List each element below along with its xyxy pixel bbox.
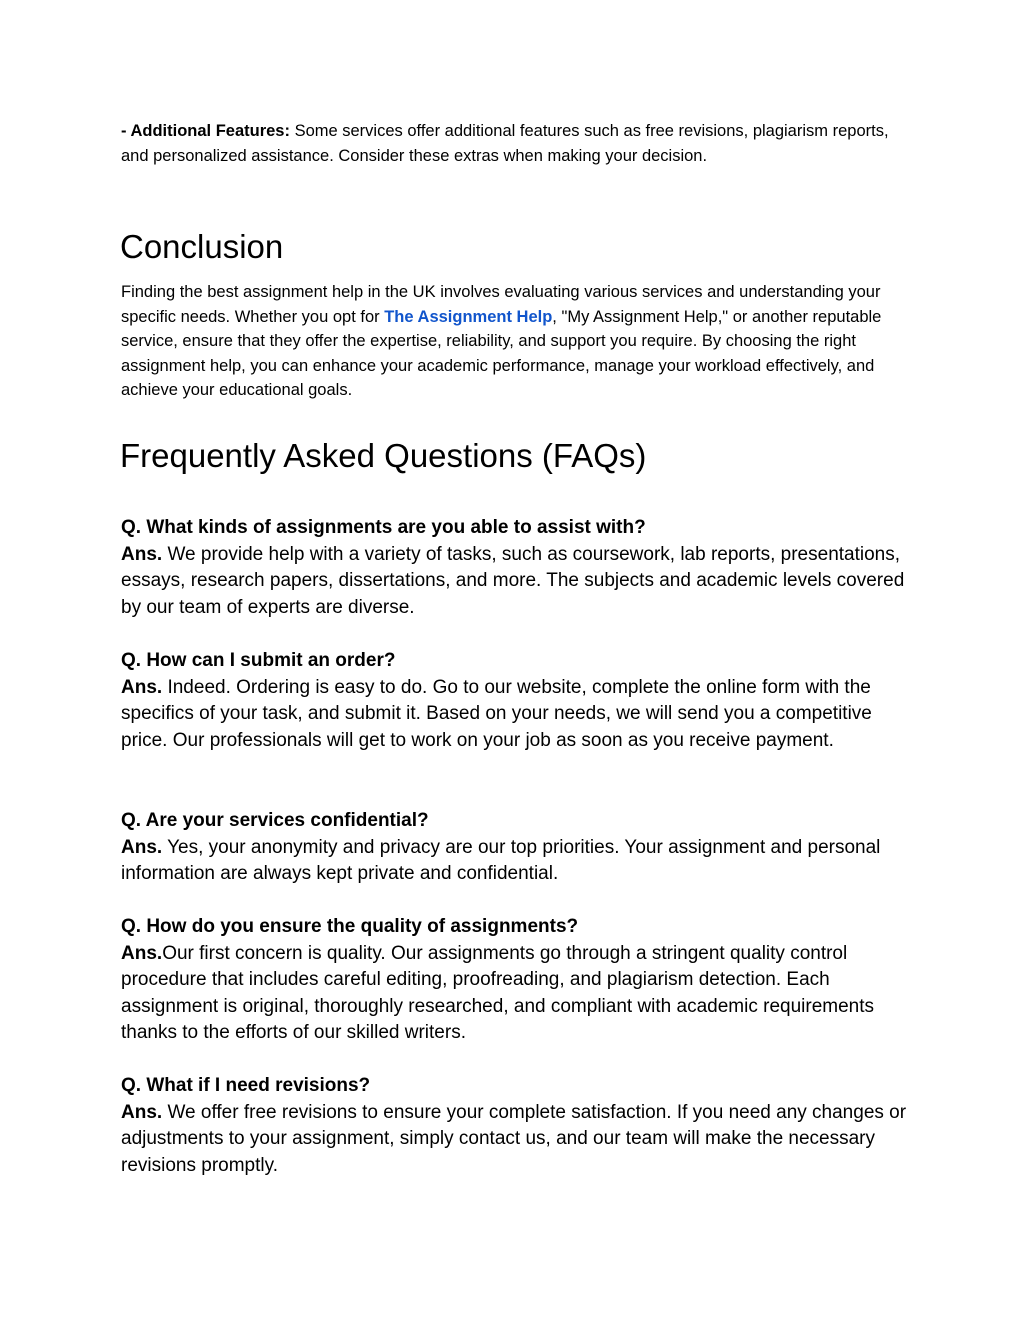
faq-answer-text: We provide help with a variety of tasks, such as coursework, lab reports, presentations, essays, research papers, dissertations, and more. The subjects and academic levels covered by our team of experts are diverse. xyxy=(121,543,905,618)
faq-answer-text: Indeed. Ordering is easy to do. Go to our website, complete the online form with the specifics of your task, and submit it. Based on your needs, we will send you a competitive price. Our professionals will get to work on your job as soon as you receive payment. xyxy=(121,676,872,751)
faq-answer-label: Ans. xyxy=(121,543,163,565)
the-assignment-help-link[interactable]: The Assignment Help xyxy=(384,307,553,326)
faq-answer-label: Ans. xyxy=(121,676,163,698)
conclusion-heading: Conclusion xyxy=(120,228,284,265)
faq-question: Q. Are your services confidential? xyxy=(121,810,429,831)
faq-answer-label: Ans. xyxy=(121,1101,163,1123)
faq-answer xyxy=(121,677,872,751)
faq-question: Q. How do you ensure the quality of assignments? xyxy=(121,916,579,937)
faq-item xyxy=(121,515,911,621)
faq-question: Q. What if I need revisions? xyxy=(121,1075,371,1096)
faq-answer-text: We offer free revisions to ensure your complete satisfaction. If you need any changes or adjustments to your assignment, simply contact us, and our team will make the necessary revisions promptly. xyxy=(121,1101,907,1176)
faq-answer-label: Ans. xyxy=(121,836,163,858)
faq-heading: Frequently Asked Questions (FAQs) xyxy=(120,437,647,474)
faq-answer xyxy=(121,837,880,885)
additional-features-paragraph xyxy=(121,119,901,168)
faq-answer-text: Yes, your anonymity and privacy are our top priorities. Your assignment and personal information are always kept private and confidential. xyxy=(121,836,881,885)
faq-answer xyxy=(121,544,904,618)
faq-item xyxy=(121,648,911,754)
faq-answer xyxy=(121,943,874,1044)
conclusion-text-end: , "My Assignment Help," or another reputable service, ensure that they offer the expertise, reliability, and support you require. By choosing the right assignment help, you can enhance your academic performance, manage your workload effectively, and achieve your educational goals. xyxy=(121,307,882,399)
additional-features-label: - Additional Features: xyxy=(121,122,290,140)
faq-item xyxy=(121,808,911,888)
faq-item xyxy=(121,914,911,1047)
additional-features-text: Some services offer additional features such as free revisions, plagiarism reports, and personalized assistance. Consider these extras when making your decision. xyxy=(121,122,889,165)
faq-question: Q. What kinds of assignments are you able to assist with? xyxy=(121,517,646,538)
faq-answer xyxy=(121,1102,906,1176)
conclusion-text-start: Finding the best assignment help in the UK involves evaluating various services and understanding your specific needs. Whether you opt for xyxy=(121,283,881,326)
faq-answer-label: Ans. xyxy=(121,942,163,964)
faq-question: Q. How can I submit an order? xyxy=(121,650,396,671)
faq-item xyxy=(121,1073,911,1179)
conclusion-paragraph xyxy=(121,280,906,403)
faq-answer-text: Our first concern is quality. Our assignments go through a stringent quality control procedure that includes careful editing, proofreading, and plagiarism detection. Each assignment is original, thoroughly researched, and compliant with academic requirements thanks to the efforts of our skilled writers. xyxy=(121,942,874,1044)
